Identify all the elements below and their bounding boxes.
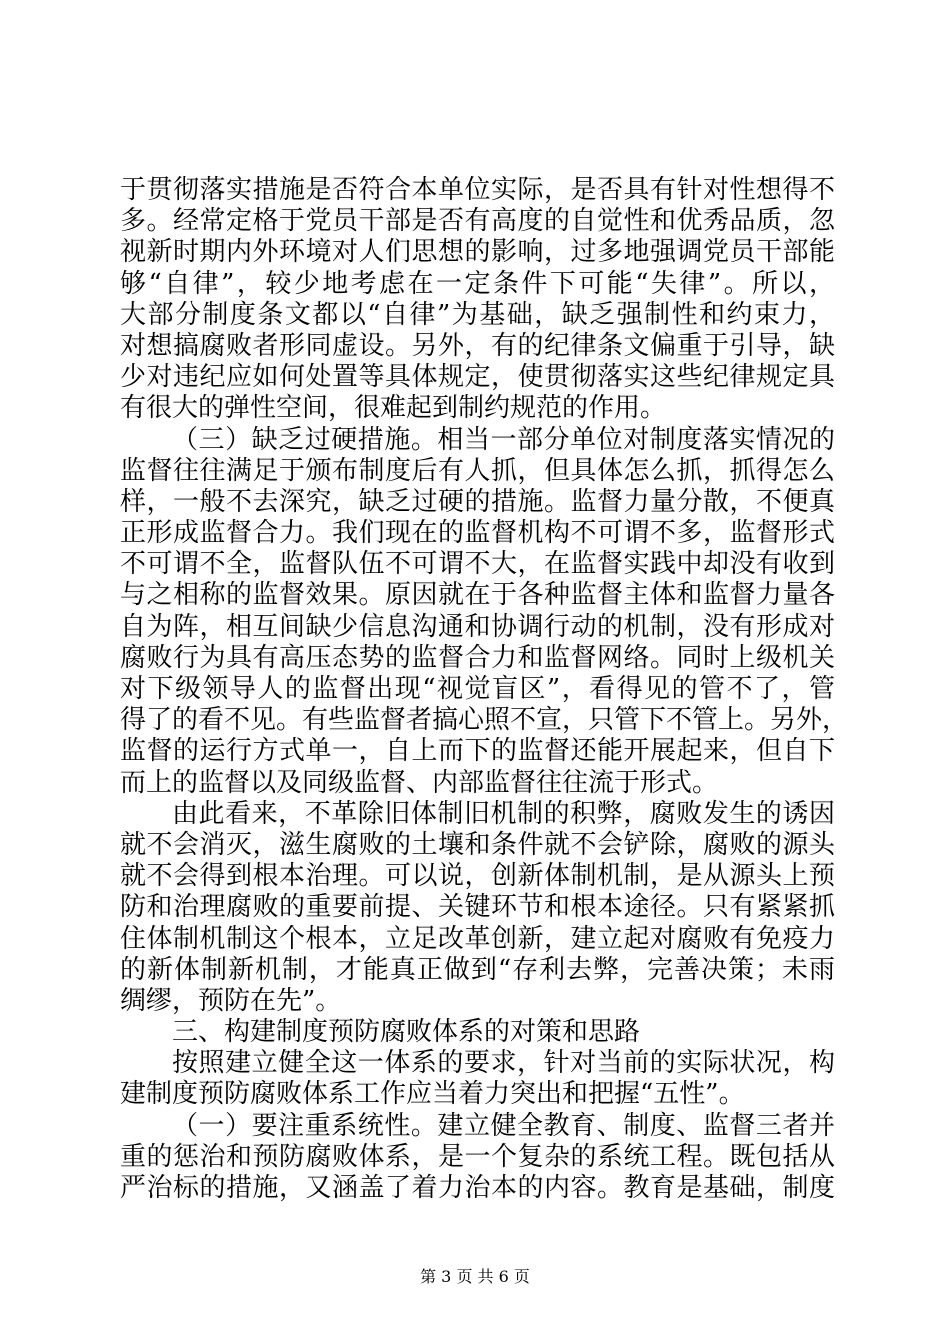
- text-line: 防和治理腐败的重要前提、关键环节和根本途径。只有紧紧抓: [120, 892, 835, 923]
- text-line: 的新体制新机制，才能真正做到“存利去弊，完善决策；未雨: [120, 954, 835, 985]
- text-line: 自为阵，相互间缺少信息沟通和协调行动的机制，没有形成对: [120, 611, 835, 642]
- text-line: 得了的看不见。有些监督者搞心照不宣，只管下不管上。另外，: [120, 705, 849, 736]
- text-line: 够“自律”，较少地考虑在一定条件下可能“失律”。所以，: [120, 268, 835, 299]
- text-line: 三、构建制度预防腐败体系的对策和思路: [172, 1017, 641, 1048]
- text-line: （三）缺乏过硬措施。相当一部分单位对制度落实情况的: [172, 424, 835, 455]
- text-line: 与之相称的监督效果。原因就在于各种监督主体和监督力量各: [120, 580, 835, 611]
- page-footer: 第 3 页 共 6 页: [420, 1267, 530, 1286]
- text-line: 少对违纪应如何处置等具体规定，使贯彻落实这些纪律规定具: [120, 362, 835, 393]
- text-line: 腐败行为具有高压态势的监督合力和监督网络。同时上级机关: [120, 642, 835, 673]
- text-line: 于贯彻落实措施是否符合本单位实际，是否具有针对性想得不: [120, 175, 835, 205]
- text-line: 样，一般不去深究，缺乏过硬的措施。监督力量分散，不便真: [120, 486, 835, 517]
- text-line: 多。经常定格于党员干部是否有高度的自觉性和优秀品质，忽: [120, 206, 835, 237]
- text-line: 建制度预防腐败体系工作应当着力突出和把握“五性”。: [120, 1079, 745, 1110]
- text-line: 就不会得到根本治理。可以说，创新体制机制，是从源头上预: [120, 861, 835, 892]
- text-line: （一）要注重系统性。建立健全教育、制度、监督三者并: [172, 1110, 835, 1141]
- text-line: 严治标的措施，又涵盖了着力治本的内容。教育是基础，制度: [120, 1173, 835, 1203]
- text-line: 由此看来，不革除旧体制旧机制的积弊，腐败发生的诱因: [172, 798, 835, 829]
- text-line: 大部分制度条文都以“自律”为基础，缺乏强制性和约束力，: [120, 299, 835, 330]
- text-line: 不可谓不全，监督队伍不可谓不大，在监督实践中却没有收到: [120, 549, 835, 580]
- text-line: 正形成监督合力。我们现在的监督机构不可谓不多，监督形式: [120, 518, 835, 549]
- text-line: 视新时期内外环境对人们思想的影响，过多地强调党员干部能: [120, 237, 835, 268]
- text-line: 而上的监督以及同级监督、内部监督往往流于形式。: [120, 767, 719, 798]
- text-line: 按照建立健全这一体系的要求，针对当前的实际状况，构: [172, 1048, 835, 1079]
- text-line: 就不会消灭，滋生腐败的土壤和条件就不会铲除，腐败的源头: [120, 829, 835, 860]
- text-line: 对下级领导人的监督出现“视觉盲区”，看得见的管不了，管: [120, 674, 835, 704]
- text-line: 重的惩治和预防腐败体系，是一个复杂的系统工程。既包括从: [120, 1141, 835, 1172]
- text-line: 有很大的弹性空间，很难起到制约规范的作用。: [120, 393, 667, 424]
- text-line: 对想搞腐败者形同虚设。另外，有的纪律条文偏重于引导，缺: [120, 330, 835, 361]
- text-line: 监督往往满足于颁布制度后有人抓，但具体怎么抓，抓得怎么: [120, 455, 835, 486]
- text-line: 绸缪，预防在先”。: [120, 985, 342, 1016]
- text-line: 监督的运行方式单一，自上而下的监督还能开展起来，但自下: [120, 736, 835, 767]
- text-line: 住体制机制这个根本，立足改革创新，建立起对腐败有免疫力: [120, 923, 835, 954]
- document-body: [120, 175, 849, 1204]
